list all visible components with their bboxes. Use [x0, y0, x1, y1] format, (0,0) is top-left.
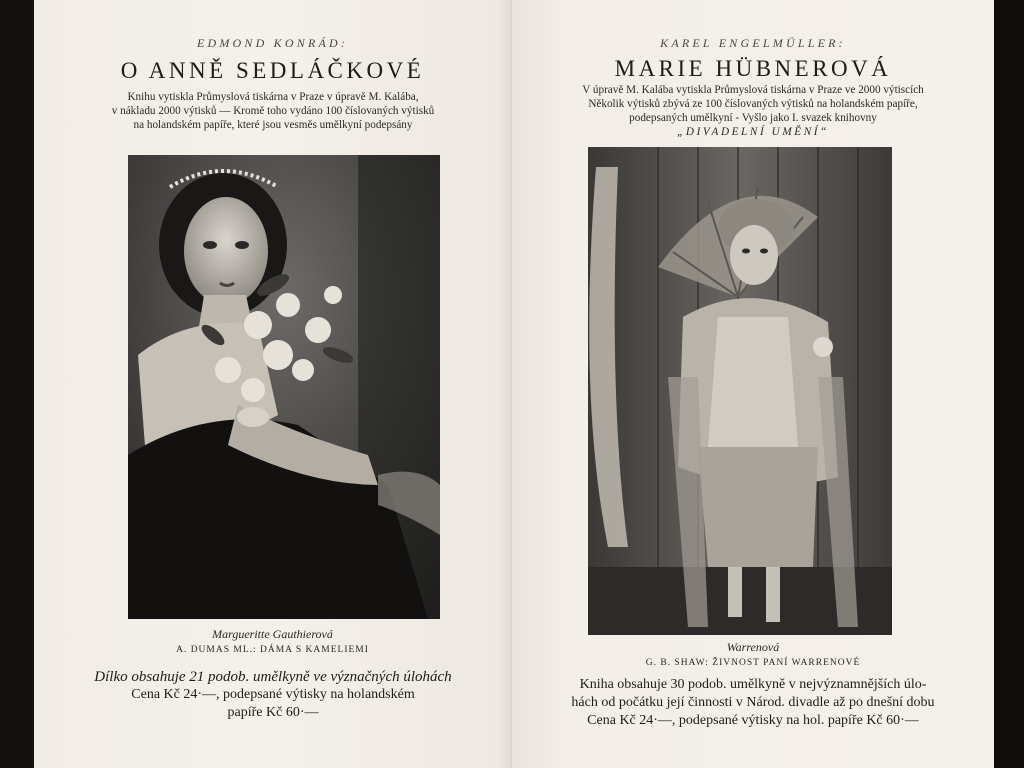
right-blurb-series: „DIVADELNÍ UMĚNÍ“: [677, 126, 829, 138]
right-title: MARIE HÜBNEROVÁ: [614, 56, 892, 81]
right-footer: [518, 676, 988, 730]
left-blurb-line: na holandském papíře, které jsou vesměs umělkyní podepsány: [133, 119, 413, 131]
left-footer: [54, 668, 492, 722]
right-footer-line: hách od počátku její činnosti v Národ. divadle až po dnešní dobu: [571, 695, 935, 710]
left-footer-line: Dílko obsahuje 21 podob. umělkyně ve význačných úlohách: [94, 669, 452, 685]
right-blurb-line: podepsaných umělkyní - Vyšlo jako I. svazek knihovny: [629, 112, 877, 124]
right-portrait-photo: [588, 147, 892, 635]
portrait-woman-with-bouquet: [128, 155, 440, 619]
right-blurb-line: V úpravě M. Kalába vytiskla Průmyslová tiskárna v Praze ve 2000 výtiscích: [582, 84, 924, 96]
scan-border-right: [994, 0, 1024, 768]
left-footer-line: papíře Kč 60·—: [227, 705, 319, 720]
left-caption-name: Margueritte Gauthierová: [212, 627, 333, 641]
scan-border-left: [0, 0, 34, 768]
left-author: EDMOND KONRÁD:: [196, 36, 349, 50]
right-blurb-line: Několik výtisků zbývá ze 100 číslovaných výtisků na holandském papíře,: [588, 98, 918, 110]
left-caption-role: A. DUMAS ML.: DÁMA S KAMELIEMI: [176, 645, 369, 655]
left-blurb-line: Knihu vytiskla Průmyslová tiskárna v Praze v úpravě M. Kalába,: [127, 91, 419, 103]
left-footer-line: Cena Kč 24·—, podepsané výtisky na holandském: [131, 687, 415, 702]
right-footer-line: Kniha obsahuje 30 podob. umělkyně v nejvýznamnějších úlo-: [579, 677, 927, 692]
portrait-woman-with-parasol: [588, 147, 892, 635]
right-blurb: [522, 83, 984, 139]
right-footer-line: Cena Kč 24·—, podepsané výtisky na hol. papíře Kč 60·—: [587, 713, 919, 728]
right-caption-role: G. B. SHAW: ŽIVNOST PANÍ WARRENOVÉ: [645, 658, 861, 668]
left-portrait-photo: [128, 155, 440, 619]
left-page: [34, 0, 512, 768]
right-page: [512, 0, 994, 768]
left-title: O ANNĚ SEDLÁČKOVÉ: [120, 58, 425, 83]
book-spread: [34, 0, 994, 768]
right-caption-name: Warrenová: [726, 640, 780, 654]
right-author: KAREL ENGELMÜLLER:: [660, 36, 846, 50]
left-blurb-line: v nákladu 2000 výtisků — Kromě toho vydáno 100 číslovaných výtisků: [111, 105, 435, 117]
left-blurb: [54, 90, 492, 132]
